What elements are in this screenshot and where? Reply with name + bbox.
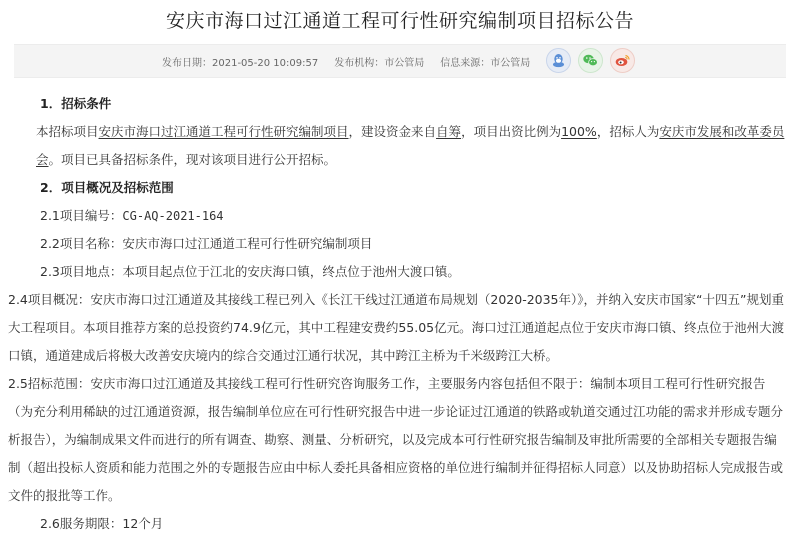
weibo-icon (610, 48, 635, 73)
service-period: 2.6服务期限：12个月 (40, 516, 164, 531)
page-title: 安庆市海口过江通道工程可行性研究编制项目招标公告 (165, 10, 634, 32)
info-source-label: 信息来源： (440, 58, 491, 69)
publish-date: 2021-05-20 10:09:57 (212, 58, 319, 69)
section-1-heading: 1．招标条件 (40, 96, 112, 111)
publish-org-label: 发布机构： (334, 58, 385, 69)
qq-icon (546, 48, 571, 73)
funding-ratio: 100% (561, 124, 597, 139)
project-code: 2.1项目编号：CG-AQ-2021-164 (40, 208, 224, 223)
publish-org: 市公管局 (384, 58, 425, 69)
funding-source: 自筹 (436, 124, 462, 139)
share-qq-button[interactable] (546, 48, 571, 73)
section-1-paragraph: 本招标项目安庆市海口过江通道工程可行性研究编制项目，建设资金来自自筹，项目出资比例为100%，招标人为安庆市发展和改革委员会。项目已具备招标条件，现对该项目进行公开招标。 (36, 124, 785, 167)
project-name: 2.2项目名称：安庆市海口过江通道工程可行性研究编制项目 (40, 236, 373, 251)
tender-scope: 2.5招标范围：安庆市海口过江通道及其接线工程可行性研究咨询服务工作，主要服务内容包括但不限于：编制本项目工程可行性研究报告（为充分利用稀缺的过江通道资源，报告编制单位应在可行性研究报告中进一步论证过江通道的铁路或轨道交通过江功能的需求并形成专题分析报告），为编制成果文件而进行的所有调查、勘察、测量、分析研究，以及完成本可行性研究报告编制及审批所需要的全部相关专题报告编制（超出投标人资质和能力范围之外的专题报告应由中标人委托具备相应资格的单位进行编制并征得招标人同意）以及协助招标人完成报告或文件的报批等工作。 (8, 376, 784, 503)
meta-bar (14, 44, 786, 78)
section-2-heading: 2．项目概况及招标范围 (40, 180, 174, 195)
publish-date-label: 发布日期： (162, 58, 212, 69)
share-weibo-button[interactable] (610, 48, 635, 73)
meta-info (162, 54, 530, 69)
wechat-icon (578, 48, 603, 73)
announcement-content (8, 90, 786, 538)
project-name-link: 安庆市海口过江通道工程可行性研究编制项目 (98, 124, 349, 139)
project-location: 2.3项目地点：本项目起点位于江北的安庆海口镇，终点位于池州大渡口镇。 (40, 264, 460, 279)
share-wechat-button[interactable] (578, 48, 603, 73)
tenderer-name: 安庆市发展和改革委员会 (36, 124, 785, 167)
project-overview: 2.4项目概况：安庆市海口过江通道及其接线工程已列入《长江干线过江通道布局规划（2020-2035年）》，并纳入安庆市国家“十四五”规划重大工程项目。本项目推荐方案的总投资约74.9亿元，其中工程建安费约55.05亿元。海口过江通道起点位于安庆市海口镇、终点位于池州大渡口镇，通道建成后将极大改善安庆境内的综合交通过江通行状况，其中跨江主桥为千米级跨江大桥。 (8, 292, 785, 363)
info-source: 市公管局 (490, 58, 531, 69)
